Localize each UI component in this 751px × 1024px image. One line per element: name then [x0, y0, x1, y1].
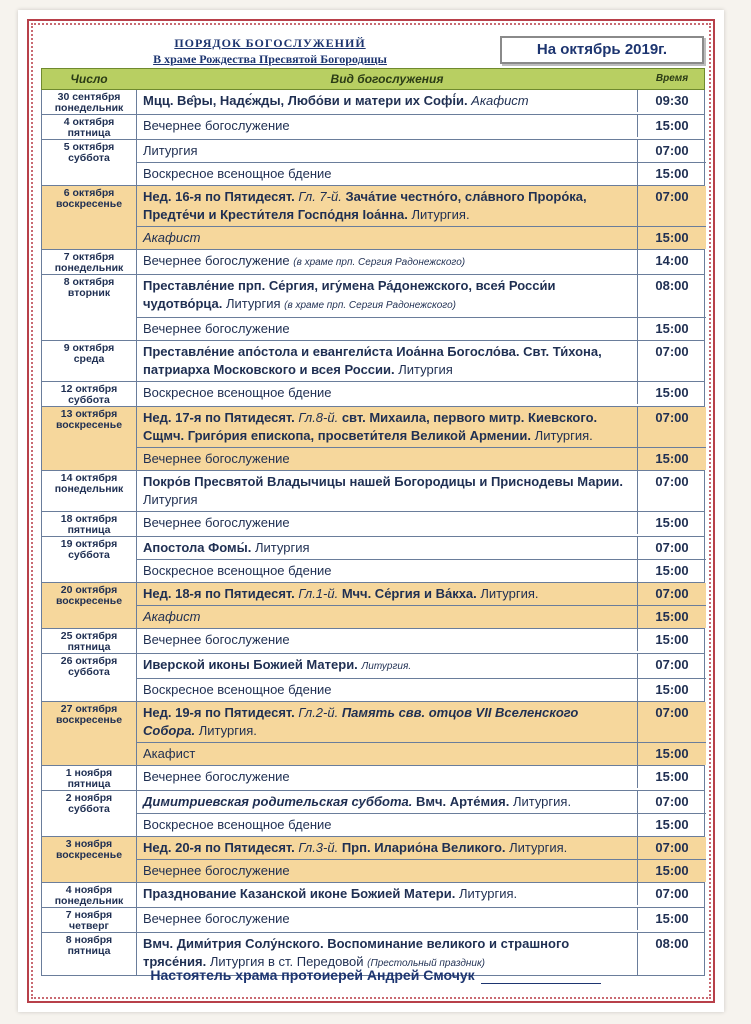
service-text: Нед. 18-я по Пятидесят.	[143, 586, 299, 601]
time-cell: 07:00	[638, 407, 706, 447]
date-weekday: понедельник	[54, 895, 124, 907]
date-cell	[42, 471, 137, 511]
service-line	[137, 471, 706, 511]
time-cell: 07:00	[638, 583, 706, 605]
service-text: Память свв. отцов VII Вселенского Собора.	[143, 705, 579, 738]
service-text: Гл. 7-й.	[298, 189, 346, 204]
date-day: 8 ноября	[65, 934, 113, 946]
service-text: Акафист	[143, 230, 201, 245]
table-row	[41, 250, 705, 275]
table-row	[41, 407, 705, 471]
service-line	[137, 186, 706, 226]
service-text: Литургия в ст. Передовой	[209, 954, 368, 969]
table-row	[41, 115, 705, 140]
service-text: Воскресное всенощное бдение	[143, 682, 332, 697]
date-day: 12 октября	[60, 383, 118, 395]
time-cell: 07:00	[655, 657, 689, 672]
date-day: 26 октября	[60, 655, 118, 667]
service-cell	[137, 186, 638, 226]
table-row	[41, 766, 705, 791]
date-cell	[42, 140, 137, 185]
service-text: Мцц. Ве̂ры, Надє́жды, Любо́ви и матери их Софі́и.	[143, 93, 472, 108]
date-weekday: воскресенье	[55, 595, 123, 607]
service-cell	[137, 537, 638, 559]
service-line	[137, 90, 706, 112]
service-text: Преставле́ние апо́стола и евангели́ста Иоа́нна Богосло́ва. Свт. Ти́хона, патриарха Московского и всея России.	[143, 344, 602, 377]
service-text: Вечернее богослужение	[143, 863, 290, 878]
table-row	[41, 275, 705, 341]
service-text: Вечернее богослужение	[143, 321, 290, 336]
service-text: свт. Михаила, первого митр. Киевского. Сщмч. Григо́рия епископа, просвети́теля Великой Армении.	[143, 410, 598, 443]
service-line	[137, 883, 706, 905]
service-text: Литургия.	[512, 794, 572, 809]
date-weekday: понедельник	[54, 483, 124, 495]
service-cell	[137, 766, 638, 788]
schedule-table	[41, 68, 705, 976]
time-cell: 07:00	[655, 474, 689, 489]
date-weekday: воскресенье	[55, 198, 123, 210]
date-weekday: воскресенье	[55, 714, 123, 726]
date-weekday: понедельник	[54, 262, 124, 274]
service-cell	[137, 629, 638, 651]
date-weekday: суббота	[68, 803, 110, 815]
table-row	[41, 583, 705, 629]
service-line	[137, 382, 706, 404]
date-cell	[42, 512, 137, 536]
service-line	[137, 837, 706, 859]
service-cell	[137, 227, 638, 249]
date-weekday: пятница	[67, 524, 111, 536]
date-day: 9 октября	[63, 342, 115, 354]
service-line	[137, 275, 706, 317]
time-cell: 07:00	[638, 702, 706, 742]
table-row	[41, 702, 705, 766]
date-cell	[42, 186, 137, 249]
date-cell	[42, 883, 137, 907]
footer	[0, 967, 751, 984]
service-line	[137, 226, 706, 249]
service-cell	[137, 679, 638, 701]
service-text: Литургия	[143, 492, 198, 507]
service-text: Нед. 20-я по Пятидесят.	[143, 840, 299, 855]
date-cell	[42, 250, 137, 274]
service-text: Акафист	[143, 746, 196, 761]
table-header	[41, 68, 705, 90]
time-cell: 15:00	[655, 515, 689, 530]
service-text: Прп. Иларио́на Великого.	[341, 840, 510, 855]
service-line	[137, 629, 706, 651]
date-day: 7 октября	[63, 251, 115, 263]
service-cell	[137, 163, 638, 185]
date-cell	[42, 115, 137, 139]
date-day: 4 октября	[63, 116, 115, 128]
date-weekday: суббота	[68, 152, 110, 164]
service-line	[137, 250, 706, 274]
service-line	[137, 791, 706, 813]
service-line	[137, 115, 706, 137]
service-text: Вечернее богослужение	[143, 911, 290, 926]
service-text: Вечернее богослужение	[143, 451, 290, 466]
service-cell	[137, 90, 638, 112]
date-weekday: понедельник	[54, 102, 124, 114]
date-day: 25 октября	[60, 630, 118, 642]
service-text: Воскресное всенощное бдение	[143, 563, 332, 578]
time-cell: 15:00	[655, 166, 689, 181]
date-cell	[42, 341, 137, 381]
service-text: Гл.1-й.	[298, 586, 342, 601]
service-text: Литургия.	[198, 723, 257, 738]
date-cell	[42, 629, 137, 653]
service-line	[137, 583, 706, 605]
service-cell	[137, 743, 638, 765]
time-cell: 15:00	[655, 769, 689, 784]
table-row	[41, 341, 705, 382]
service-line	[137, 341, 706, 381]
date-cell	[42, 537, 137, 582]
time-cell: 07:00	[655, 143, 689, 158]
date-day: 1 ноября	[65, 767, 113, 779]
date-weekday: пятница	[67, 641, 111, 653]
time-cell: 15:00	[638, 860, 706, 882]
date-cell	[42, 382, 137, 406]
month-label: На октябрь 2019г.	[500, 36, 704, 64]
service-line	[137, 317, 706, 340]
table-row	[41, 791, 705, 837]
service-cell	[137, 654, 638, 678]
date-day: 18 октября	[60, 513, 118, 525]
service-text: Акафист	[471, 93, 529, 108]
date-day: 3 ноября	[65, 838, 113, 850]
page-subtitle: В храме Рождества Пресвятой Богородицы	[153, 52, 387, 66]
service-cell	[137, 341, 638, 381]
date-day: 7 ноября	[65, 909, 113, 921]
page-title: ПОРЯДОК БОГОСЛУЖЕНИЙ	[174, 36, 366, 50]
date-day: 20 октября	[60, 584, 118, 596]
date-weekday: вторник	[67, 287, 111, 299]
service-line	[137, 766, 706, 788]
service-text: Вечернее богослужение	[143, 118, 290, 133]
service-cell	[137, 908, 638, 930]
time-cell: 15:00	[655, 563, 689, 578]
date-weekday: пятница	[67, 127, 111, 139]
date-day: 5 октября	[63, 141, 115, 153]
service-text: Гл.3-й.	[298, 840, 342, 855]
service-line	[137, 702, 706, 742]
service-text: Литургия.	[361, 661, 412, 672]
service-cell	[137, 140, 638, 162]
service-text: Воскресное всенощное бдение	[143, 385, 332, 400]
service-text: Вмч. Арте́мия.	[415, 794, 513, 809]
time-cell: 15:00	[655, 321, 689, 336]
date-weekday: пятница	[67, 778, 111, 790]
service-cell	[137, 560, 638, 582]
service-text: Вечернее богослужение	[143, 515, 290, 530]
header	[45, 36, 495, 66]
time-cell: 15:00	[638, 448, 706, 470]
table-row	[41, 140, 705, 186]
table-row	[41, 629, 705, 654]
service-text: Литургия	[226, 296, 285, 311]
time-cell: 07:00	[655, 344, 689, 359]
service-text: Вечернее богослужение	[143, 769, 290, 784]
service-cell	[137, 702, 638, 742]
service-line	[137, 908, 706, 930]
service-text: Покро́в Пресвятой Владычицы нашей Богородицы и Приснодевы Марии.	[143, 474, 624, 489]
date-weekday: воскресенье	[55, 849, 123, 861]
service-text: Апостола Фомы́.	[143, 540, 255, 555]
date-cell	[42, 766, 137, 790]
time-cell: 15:00	[655, 911, 689, 926]
time-cell: 07:00	[655, 794, 689, 809]
service-line	[137, 742, 706, 765]
date-cell	[42, 407, 137, 470]
service-text: Литургия.	[480, 586, 539, 601]
service-cell	[137, 814, 638, 836]
date-cell	[42, 702, 137, 765]
service-text: Воскресное всенощное бдение	[143, 817, 332, 832]
table-row	[41, 471, 705, 512]
date-day: 13 октября	[60, 408, 118, 420]
service-text: (в храме прп. Сергия Радонежского)	[293, 257, 466, 268]
date-cell	[42, 791, 137, 836]
date-cell	[42, 654, 137, 701]
service-cell	[137, 382, 638, 404]
date-day: 4 ноября	[65, 884, 113, 896]
service-line	[137, 859, 706, 882]
date-weekday: пятница	[67, 945, 111, 957]
col-header-time: Время	[655, 73, 689, 84]
col-header-service: Вид богослужения	[330, 72, 444, 86]
time-cell: 08:00	[655, 278, 689, 293]
time-cell: 15:00	[655, 118, 689, 133]
signature-blank	[481, 967, 601, 984]
service-text: Литургия	[254, 540, 310, 555]
date-day: 8 октября	[63, 276, 115, 288]
table-row	[41, 654, 705, 702]
service-text: Иверской иконы Божией Матери.	[143, 657, 362, 672]
service-text: Литургия	[143, 143, 198, 158]
date-weekday: суббота	[68, 666, 110, 678]
time-cell: 15:00	[655, 385, 689, 400]
service-line	[137, 447, 706, 470]
service-cell	[137, 318, 638, 340]
table-body	[41, 90, 705, 976]
service-text: Мчч. Се́ргия и Ва́кха.	[341, 586, 481, 601]
service-text: Литургия.	[509, 840, 568, 855]
time-cell: 07:00	[638, 186, 706, 226]
service-text: Литургия.	[411, 207, 470, 222]
service-cell	[137, 583, 638, 605]
time-cell: 07:00	[655, 886, 689, 901]
service-text: Зача́тие честно́го, сла́вного Проро́ка, Предте́чи и Крести́теля Госпо́дня Іоа́нна.	[143, 189, 587, 222]
service-cell	[137, 606, 638, 628]
service-line	[137, 678, 706, 701]
service-cell	[137, 837, 638, 859]
service-cell	[137, 860, 638, 882]
time-cell: 15:00	[638, 606, 706, 628]
date-weekday: воскресенье	[55, 419, 123, 431]
service-text: (Престольный праздник)	[367, 958, 486, 969]
service-text: Нед. 17-я по Пятидесят.	[143, 410, 299, 425]
service-cell	[137, 883, 638, 905]
service-line	[137, 537, 706, 559]
date-cell	[42, 583, 137, 628]
service-text: Вмч. Дими́трия Солу́нского. Воспоминание великого и страшного трясе́ния.	[143, 936, 570, 969]
service-line	[137, 559, 706, 582]
table-row	[41, 186, 705, 250]
time-cell: 15:00	[638, 227, 706, 249]
service-text: Нед. 16-я по Пятидесят.	[143, 189, 299, 204]
service-text: Вечернее богослужение	[143, 632, 290, 647]
service-text: Воскресное всенощное бдение	[143, 166, 332, 181]
service-text: Акафист	[143, 609, 201, 624]
date-weekday: среда	[73, 353, 105, 365]
time-cell: 15:00	[655, 682, 689, 697]
service-text: Празднование Казанской иконе Божией Матери.	[143, 886, 459, 901]
time-cell: 08:00	[655, 936, 689, 951]
service-cell	[137, 250, 638, 274]
date-cell	[42, 908, 137, 932]
service-text: Гл.2-й.	[298, 705, 342, 720]
table-row	[41, 837, 705, 883]
date-day: 6 октября	[63, 187, 115, 199]
time-cell: 15:00	[638, 743, 706, 765]
table-row	[41, 883, 705, 908]
date-weekday: суббота	[68, 394, 110, 406]
service-text: Димитриевская родительская суббота.	[143, 794, 416, 809]
date-weekday: суббота	[68, 549, 110, 561]
date-weekday: четверг	[69, 920, 109, 932]
service-line	[137, 654, 706, 678]
service-cell	[137, 448, 638, 470]
service-text: (в храме прп. Сергия Радонежского)	[284, 300, 457, 311]
time-cell: 15:00	[655, 817, 689, 832]
service-text: Преставле́ние прп. Се́ргия, игу́мена Ра́донежского, всея́ Росси́и чудотво́рца.	[143, 278, 556, 311]
service-cell	[137, 512, 638, 534]
service-line	[137, 813, 706, 836]
time-cell: 09:30	[655, 93, 689, 108]
service-cell	[137, 471, 638, 511]
service-cell	[137, 407, 638, 447]
time-cell: 14:00	[655, 253, 689, 268]
table-row	[41, 512, 705, 537]
service-cell	[137, 791, 638, 813]
service-text: Гл.8-й.	[298, 410, 342, 425]
col-header-date: Число	[70, 72, 108, 86]
time-cell: 07:00	[638, 837, 706, 859]
service-text: Литургия.	[534, 428, 593, 443]
table-row	[41, 90, 705, 115]
service-cell	[137, 275, 638, 317]
service-text: Вечернее богослужение	[143, 253, 294, 268]
date-day: 27 октября	[60, 703, 118, 715]
date-day: 19 октября	[60, 538, 118, 550]
date-day: 2 ноября	[65, 792, 113, 804]
service-text: Литургия	[398, 362, 453, 377]
table-row	[41, 908, 705, 933]
service-line	[137, 407, 706, 447]
time-cell: 15:00	[655, 632, 689, 647]
table-row	[41, 382, 705, 407]
service-line	[137, 162, 706, 185]
service-line	[137, 512, 706, 534]
table-row	[41, 537, 705, 583]
service-cell	[137, 115, 638, 137]
service-text: Нед. 19-я по Пятидесят.	[143, 705, 299, 720]
date-day: 14 октября	[60, 472, 118, 484]
service-text: Литургия.	[458, 886, 518, 901]
service-line	[137, 605, 706, 628]
date-cell	[42, 275, 137, 340]
time-cell: 07:00	[655, 540, 689, 555]
rector-signature-line: Настоятель храма протоиерей Андрей Смочук	[150, 967, 475, 983]
date-day: 30 сентября	[57, 91, 121, 103]
date-cell	[42, 90, 137, 114]
service-line	[137, 140, 706, 162]
date-cell	[42, 837, 137, 882]
